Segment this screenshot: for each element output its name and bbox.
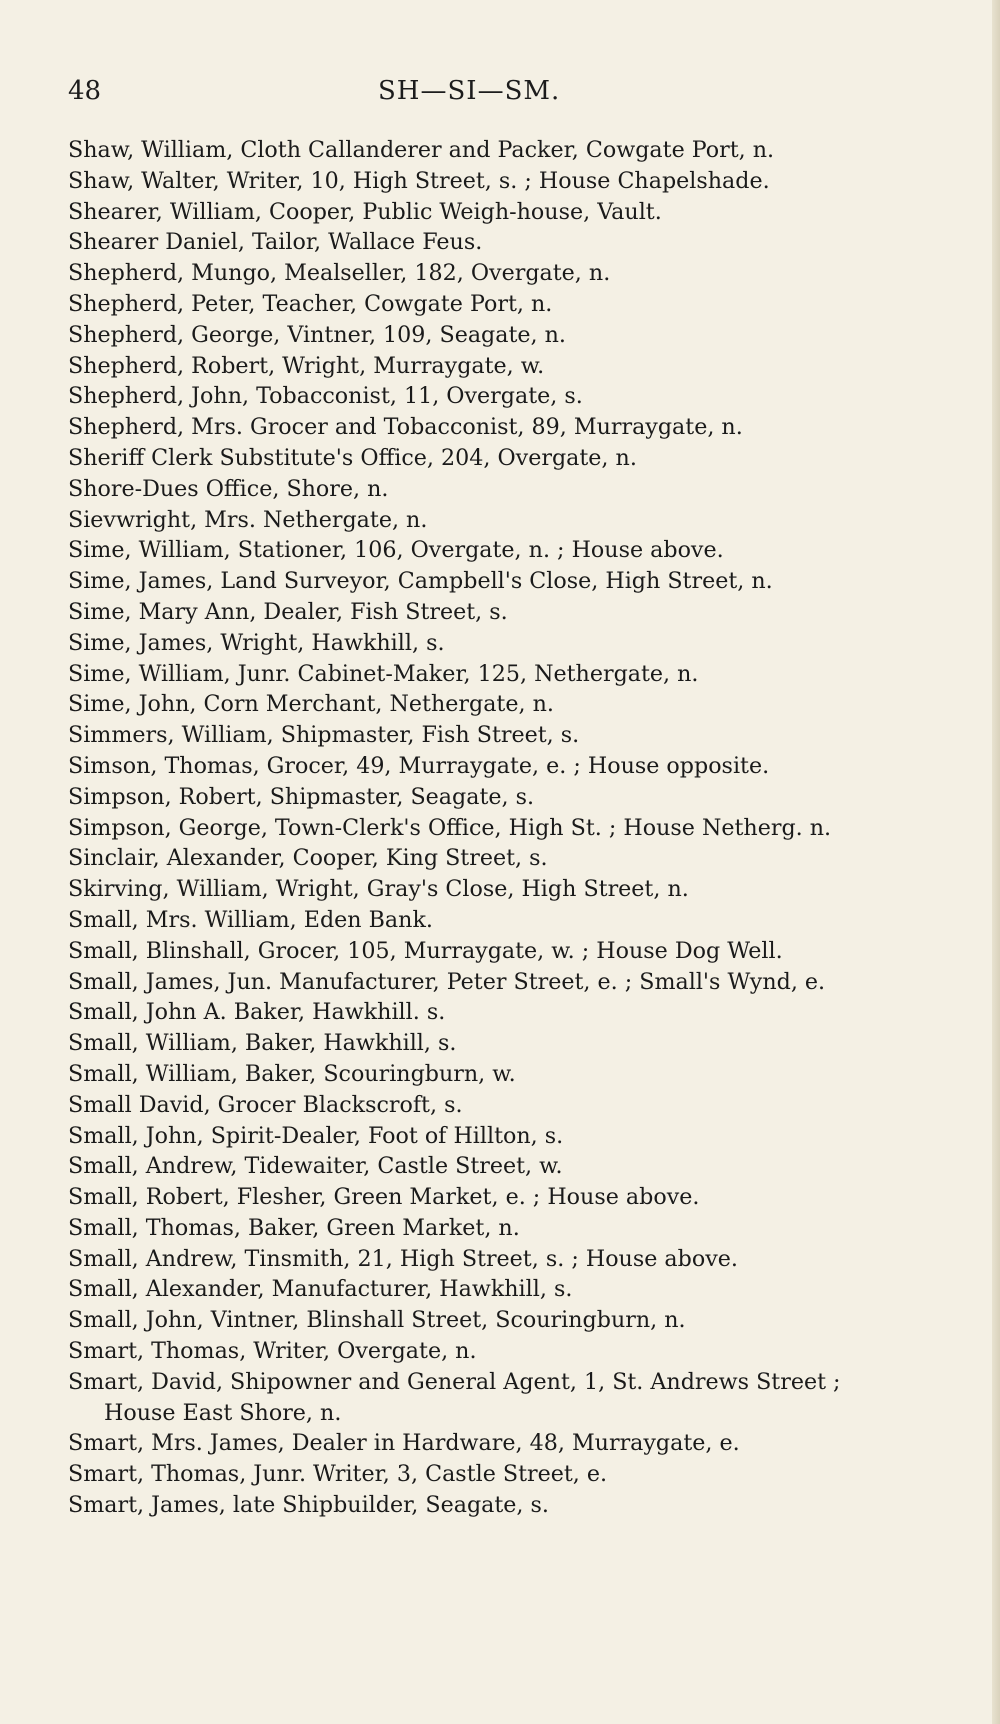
directory-entry: Smart, Thomas, Junr. Writer, 3, Castle Street, e. (68, 1461, 608, 1488)
directory-entry: Simmers, William, Shipmaster, Fish Street, s. (68, 722, 580, 749)
directory-entry: Simson, Thomas, Grocer, 49, Murraygate, e. ; House opposite. (68, 752, 770, 779)
directory-entry: Small, Thomas, Baker, Green Market, n. (68, 1214, 520, 1241)
directory-entry: Smart, James, late Shipbuilder, Seagate, s. (68, 1492, 549, 1519)
directory-entry: Sime, William, Junr. Cabinet-Maker, 125, Nethergate, n. (68, 660, 699, 687)
running-head: SH—SI—SM. (378, 76, 561, 106)
directory-entry: Sinclair, Alexander, Cooper, King Street, s. (68, 845, 548, 872)
directory-entry: Shepherd, George, Vintner, 109, Seagate, n. (68, 321, 566, 348)
directory-entry: Sheriff Clerk Substitute's Office, 204, Overgate, n. (68, 444, 637, 471)
directory-entry: Shepherd, Peter, Teacher, Cowgate Port, n. (68, 290, 553, 317)
directory-entry: Shearer Daniel, Tailor, Wallace Feus. (68, 229, 483, 256)
directory-entry: Small, Mrs. William, Eden Bank. (68, 906, 433, 933)
directory-entry: Small, James, Jun. Manufacturer, Peter Street, e. ; Small's Wynd, e. (68, 968, 826, 995)
directory-entry: Sievwright, Mrs. Nethergate, n. (68, 506, 428, 533)
directory-entry: Small, William, Baker, Hawkhill, s. (68, 1030, 457, 1057)
directory-entry: Shepherd, John, Tobacconist, 11, Overgate, s. (68, 383, 583, 410)
directory-entry: Small, Andrew, Tinsmith, 21, High Street, s. ; House above. (68, 1245, 738, 1272)
directory-entry: Sime, James, Land Surveyor, Campbell's Close, High Street, n. (68, 568, 773, 595)
directory-entry: Small, Alexander, Manufacturer, Hawkhill, s. (68, 1276, 573, 1303)
directory-entry: Shore-Dues Office, Shore, n. (68, 475, 389, 502)
directory-entry: Small, John, Spirit-Dealer, Foot of Hillton, s. (68, 1122, 564, 1149)
directory-entry: Sime, John, Corn Merchant, Nethergate, n. (68, 691, 554, 718)
directory-entry: Smart, Mrs. James, Dealer in Hardware, 48, Murraygate, e. (68, 1430, 740, 1457)
directory-entry: Shepherd, Robert, Wright, Murraygate, w. (68, 352, 545, 379)
directory-entries (68, 135, 968, 1521)
directory-entry-continuation: House East Shore, n. (104, 1399, 342, 1426)
directory-entry: Smart, Thomas, Writer, Overgate, n. (68, 1338, 477, 1365)
directory-entry: Small, John, Vintner, Blinshall Street, Scouringburn, n. (68, 1307, 686, 1334)
directory-entry: Shaw, William, Cloth Callanderer and Packer, Cowgate Port, n. (68, 137, 775, 163)
directory-entry: Shepherd, Mrs. Grocer and Tobacconist, 89, Murraygate, n. (68, 414, 743, 441)
directory-entry: Smart, David, Shipowner and General Agent, 1, St. Andrews Street ; (68, 1368, 841, 1395)
page-edge (992, 0, 1000, 1724)
directory-entry: Small, Robert, Flesher, Green Market, e. ; House above. (68, 1184, 700, 1211)
directory-entry: Sime, William, Stationer, 106, Overgate, n. ; House above. (68, 537, 724, 564)
directory-entry: Simpson, George, Town-Clerk's Office, High St. ; House Netherg. n. (68, 814, 832, 841)
directory-entry: Small, John A. Baker, Hawkhill. s. (68, 999, 446, 1026)
page-number: 48 (68, 76, 102, 106)
directory-entry: Small, William, Baker, Scouringburn, w. (68, 1060, 516, 1087)
directory-entry: Small, Blinshall, Grocer, 105, Murraygate, w. ; House Dog Well. (68, 937, 783, 964)
directory-entry: Sime, Mary Ann, Dealer, Fish Street, s. (68, 598, 508, 625)
directory-entry: Skirving, William, Wright, Gray's Close, High Street, n. (68, 876, 689, 903)
directory-entry: Shearer, William, Cooper, Public Weigh-house, Vault. (68, 198, 662, 225)
directory-entry: Simpson, Robert, Shipmaster, Seagate, s. (68, 783, 535, 810)
directory-entry: Shaw, Walter, Writer, 10, High Street, s. ; House Chapelshade. (68, 167, 770, 194)
page-header (68, 76, 928, 116)
directory-entry: Sime, James, Wright, Hawkhill, s. (68, 629, 445, 656)
directory-entry: Small David, Grocer Blackscroft, s. (68, 1091, 463, 1118)
directory-entry: Small, Andrew, Tidewaiter, Castle Street, w. (68, 1153, 563, 1180)
directory-entry: Shepherd, Mungo, Mealseller, 182, Overgate, n. (68, 260, 611, 287)
